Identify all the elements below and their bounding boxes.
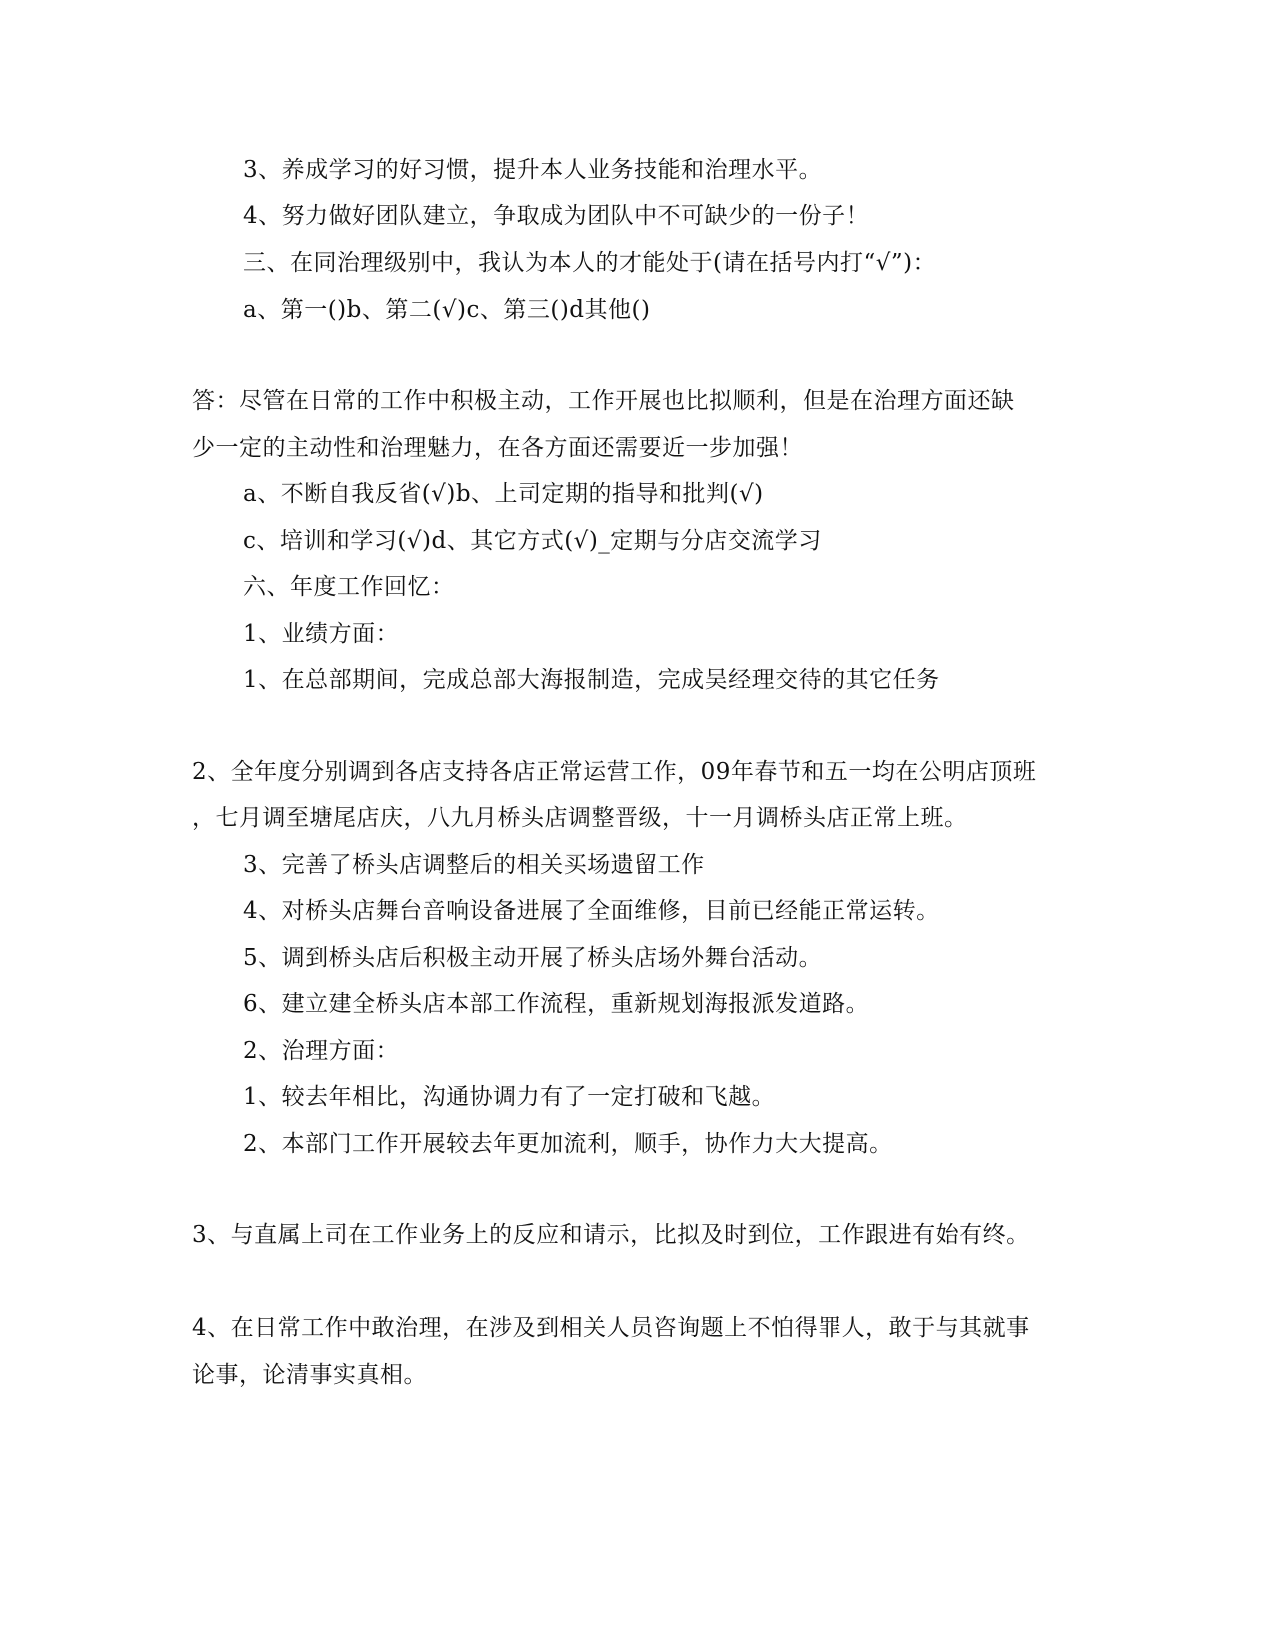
subsection-heading: 1、业绩方面： xyxy=(243,621,400,647)
text-line: 3、养成学习的好习惯，提升本人业务技能和治理水平。 xyxy=(243,157,823,183)
text-line: 三、在同治理级别中，我认为本人的才能处于(请在括号内打“√”)： xyxy=(243,250,937,276)
section-heading: 六、年度工作回忆： xyxy=(243,574,455,600)
text-line: c、培训和学习(√)d、其它方式(√)_定期与分店交流学习 xyxy=(243,528,822,554)
subsection-heading: 2、治理方面： xyxy=(243,1038,400,1064)
text-line: 4、对桥头店舞台音响设备进展了全面维修，目前已经能正常运转。 xyxy=(243,898,940,924)
text-line: a、不断自我反省(√)b、上司定期的指导和批判(√) xyxy=(243,481,764,507)
text-line: 1、较去年相比，沟通协调力有了一定打破和飞越。 xyxy=(243,1084,776,1110)
text-line: 4、在日常工作中敢治理，在涉及到相关人员咨询题上不怕得罪人，敢于与其就事 xyxy=(192,1315,1030,1341)
text-line: 2、全年度分别调到各店支持各店正常运营工作，09年春节和五一均在公明店顶班 xyxy=(192,759,1037,785)
text-line: 答：尽管在日常的工作中积极主动，工作开展也比拟顺利，但是在治理方面还缺 xyxy=(192,388,1015,414)
text-line: 少一定的主动性和治理魅力，在各方面还需要近一步加强！ xyxy=(192,435,803,461)
text-line: 2、本部门工作开展较去年更加流利，顺手，协作力大大提高。 xyxy=(243,1131,893,1157)
text-line: a、第一()b、第二(√)c、第三()d其他() xyxy=(243,297,651,323)
text-line: 论事，论清事实真相。 xyxy=(192,1362,427,1388)
text-line: 6、建立建全桥头店本部工作流程，重新规划海报派发道路。 xyxy=(243,991,870,1017)
text-line: 3、完善了桥头店调整后的相关买场遗留工作 xyxy=(243,852,705,878)
text-line: 1、在总部期间，完成总部大海报制造，完成吴经理交待的其它任务 xyxy=(243,667,940,693)
text-line: 5、调到桥头店后积极主动开展了桥头店场外舞台活动。 xyxy=(243,945,823,971)
text-line: 3、与直属上司在工作业务上的反应和请示，比拟及时到位，工作跟进有始有终。 xyxy=(192,1222,1030,1248)
text-line: 4、努力做好团队建立，争取成为团队中不可缺少的一份子！ xyxy=(243,203,870,229)
text-line: ，七月调至塘尾店庆，八九月桥头店调整晋级，十一月调桥头店正常上班。 xyxy=(192,805,968,831)
